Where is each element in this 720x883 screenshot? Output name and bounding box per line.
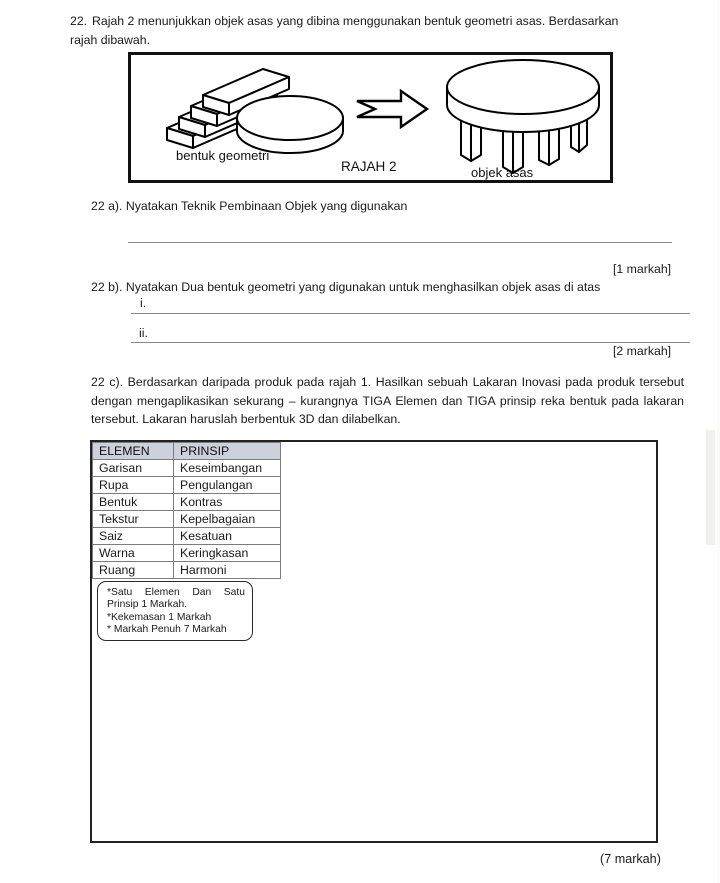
marking-note-box	[97, 581, 253, 641]
note-line-3: * Markah Penuh 7 Markah	[107, 624, 227, 636]
figure-caption: RAJAH 2	[341, 159, 397, 174]
scan-strip-artifact	[706, 430, 715, 545]
cylinder-disc-icon	[237, 96, 343, 153]
round-table-icon	[447, 60, 599, 173]
question-stem	[70, 12, 686, 50]
table-cell-prinsip: Keringkasan	[174, 545, 281, 562]
part-b-marks: [2 markah]	[613, 344, 672, 358]
table-cell-prinsip: Harmoni	[174, 562, 281, 579]
question-stem-line-1: Rajah 2 menunjukkan objek asas yang dibina menggunakan bentuk geometri asas. Berdasarkan	[92, 14, 619, 28]
table-cell-prinsip: Keseimbangan	[174, 460, 281, 477]
table-header-elemen: ELEMEN	[93, 443, 174, 460]
figure-label-right: objek asas	[471, 165, 534, 180]
part-c-marks: (7 markah)	[600, 852, 661, 866]
table-row	[93, 494, 281, 511]
part-b-answer-line-ii[interactable]	[131, 342, 690, 343]
table-header-row	[93, 443, 281, 460]
table-row	[93, 460, 281, 477]
table-row	[93, 545, 281, 562]
table-cell-elemen: Ruang	[93, 562, 174, 579]
note-line-2: *Kekemasan 1 Markah	[107, 611, 212, 623]
table-cell-prinsip: Pengulangan	[174, 477, 281, 494]
part-b-text: 22 b). Nyatakan Dua bentuk geometri yang digunakan untuk menghasilkan objek asas di atas	[91, 280, 601, 294]
table-cell-elemen: Saiz	[93, 528, 174, 545]
question-number: 22.	[70, 14, 88, 28]
table-cell-prinsip: Kesatuan	[174, 528, 281, 545]
part-b-answer-line-i[interactable]	[131, 313, 690, 314]
table-cell-elemen: Bentuk	[93, 494, 174, 511]
figure-label-left: bentuk geometri	[176, 148, 270, 163]
part-c-text: 22 c). Berdasarkan daripada produk pada rajah 1. Hasilkan sebuah Lakaran Inovasi pada produk tersebut dengan mengaplikasikan sekurang – kurangnya TIGA Elemen dan TIGA prinsip reka bentuk pada lakaran tersebut. Lakaran haruslah berbentuk 3D dan dilabelkan.	[91, 375, 684, 426]
part-a-marks: [1 markah]	[613, 262, 672, 276]
right-arrow-icon	[357, 91, 427, 127]
table-row	[93, 477, 281, 494]
part-a-text: 22 a). Nyatakan Teknik Pembinaan Objek yang digunakan	[91, 199, 408, 213]
table-header-prinsip: PRINSIP	[174, 443, 281, 460]
table-row	[93, 511, 281, 528]
part-a-answer-line[interactable]	[128, 242, 672, 243]
table-row	[93, 562, 281, 579]
question-stem-text	[70, 14, 686, 50]
table-cell-prinsip: Kepelbagaian	[174, 511, 281, 528]
question-stem-line-2: rajah dibawah.	[70, 33, 150, 47]
table-cell-elemen: Rupa	[93, 477, 174, 494]
figure-box	[128, 52, 613, 183]
table-cell-elemen: Tekstur	[93, 511, 174, 528]
table-cell-elemen: Garisan	[93, 460, 174, 477]
element-principle-table	[92, 442, 281, 579]
part-b-item-ii-label: ii.	[139, 326, 148, 340]
note-line-1: *Satu Elemen Dan Satu Prinsip 1 Markah.	[107, 587, 245, 611]
figure-inner	[131, 55, 610, 180]
table-cell-elemen: Warna	[93, 545, 174, 562]
table-row	[93, 528, 281, 545]
table-cell-prinsip: Kontras	[174, 494, 281, 511]
part-b-item-i-label: i.	[140, 296, 147, 310]
